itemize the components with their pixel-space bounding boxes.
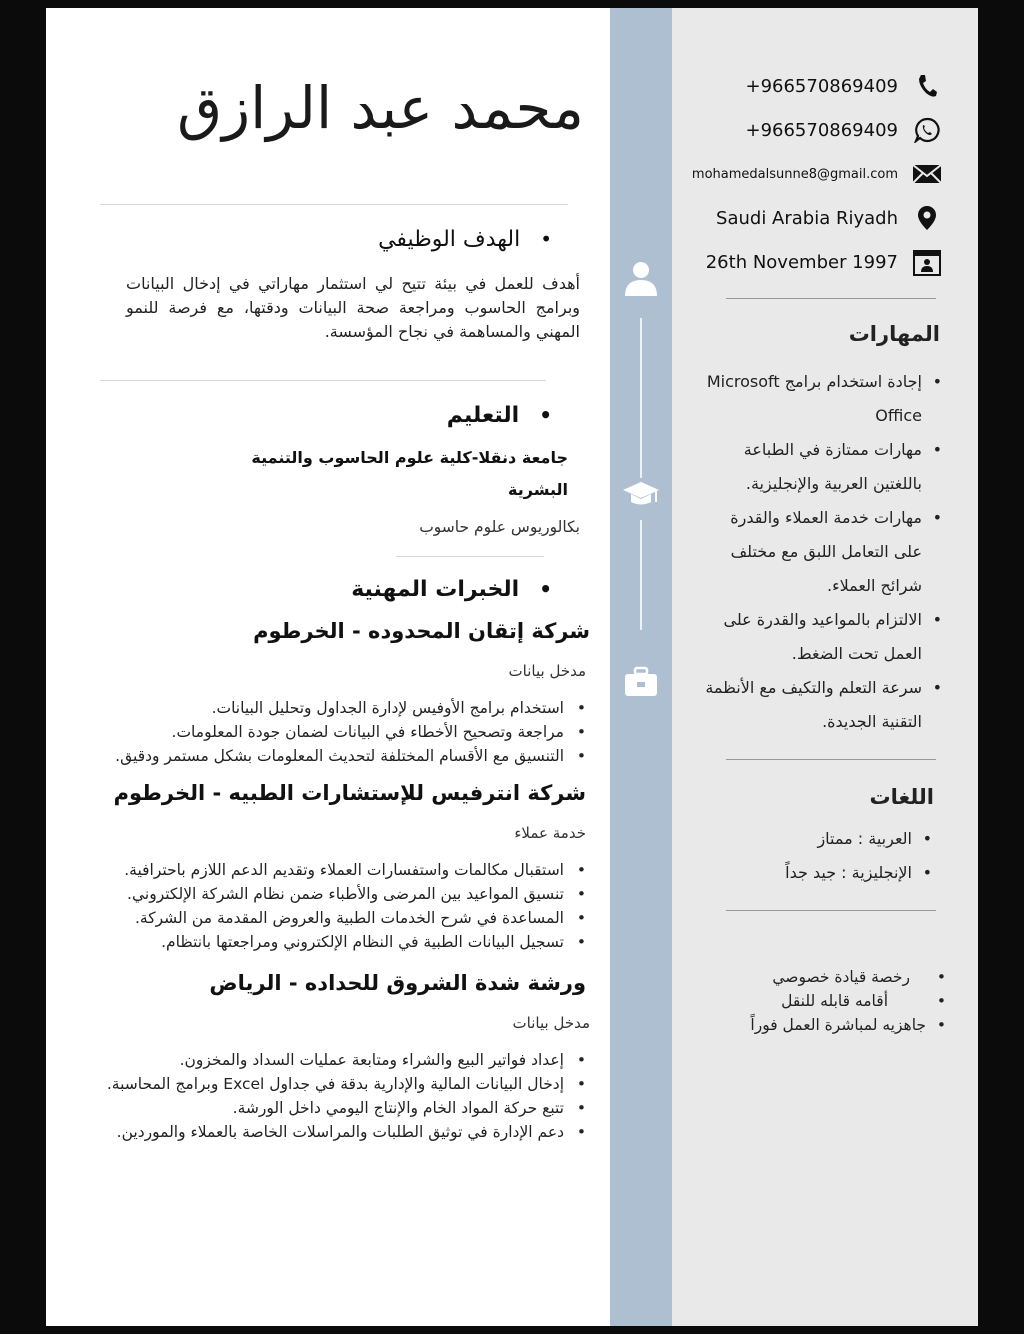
objective-title: • الهدف الوظيفي: [66, 223, 590, 256]
job-company: ورشة شدة الشروق للحداده - الرياض: [209, 971, 586, 995]
skill-item: • مهارات خدمة العملاء والقدرة على التعامل اللبق مع مختلف شرائح العملاء.: [702, 501, 944, 603]
birthdate: 26th November 1997: [705, 251, 898, 273]
education-title: • التعليم: [66, 399, 590, 432]
sidebar: [672, 8, 978, 1326]
contact-email: [672, 152, 978, 196]
skill-item: • مهارات ممتازة في الطباعة باللغتين العربية والإنجليزية.: [702, 433, 944, 501]
timeline-line: [640, 520, 642, 630]
candidate-name: محمد عبد الرازق: [177, 74, 584, 142]
experience-title: • الخبرات المهنية: [66, 573, 590, 606]
briefcase-icon: [623, 664, 659, 700]
languages-list: [672, 822, 978, 890]
envelope-icon: [912, 160, 942, 188]
timeline-strip: [610, 8, 672, 1326]
task: • تنسيق المواعيد بين المرضى والأطباء ضمن نظام الشركة الإلكتروني.: [66, 882, 590, 906]
task: • المساعدة في شرح الخدمات الطبية والعروض المقدمة من الشركة.: [66, 906, 590, 930]
task: • إعداد فواتير البيع والشراء ومتابعة عمليات السداد والمخزون.: [66, 1048, 590, 1072]
job-tasks: [66, 696, 590, 768]
divider: [726, 298, 936, 299]
university: جامعة دنقلا-كلية علوم الحاسوب والتنمية البشرية: [251, 448, 568, 499]
whatsapp-number[interactable]: +966570869409: [745, 119, 898, 141]
task: • إدخال البيانات المالية والإدارية بدقة في جداول Excel وبرامج المحاسبة.: [66, 1072, 590, 1096]
skills-title: المهارات: [848, 322, 940, 346]
languages-title: اللغات: [869, 785, 934, 809]
main-column: [46, 8, 610, 1326]
resume-page: [46, 8, 978, 1326]
timeline-line: [640, 318, 642, 478]
extras-list: [672, 965, 978, 1037]
email-address[interactable]: mohamedalsunne8@gmail.com: [691, 166, 898, 182]
extra-item: • رخصة قيادة خصوصي: [672, 965, 948, 989]
divider: [726, 759, 936, 760]
job-tasks: [66, 1048, 590, 1144]
job-company: شركة إتقان المحدوده - الخرطوم: [253, 619, 590, 643]
language-item: • الإنجليزية : جيد جداً: [672, 856, 934, 890]
divider: [726, 910, 936, 911]
phone-icon: [912, 72, 942, 100]
task: • التنسيق مع الأقسام المختلفة لتحديث المعلومات بشكل مستمر ودقيق.: [66, 744, 590, 768]
objective-text: أهدف للعمل في بيئة تتيح لي استثمار مهاراتي في إدخال البيانات وبرامج الحاسوب ومراجعة صحة البيانات ودقتها، مع فرصة للنمو المهني والمساهمة في نجاح المؤسسة.: [126, 274, 580, 341]
task: • تسجيل البيانات الطبية في النظام الإلكتروني ومراجعتها بانتظام.: [66, 930, 590, 954]
skills-list: [672, 365, 978, 739]
divider: [100, 204, 568, 205]
whatsapp-icon: [912, 116, 942, 144]
user-icon: [623, 260, 659, 296]
degree: بكالوريوس علوم حاسوب: [419, 518, 580, 536]
job-company: شركة انترفيس للإستشارات الطبيه - الخرطوم: [113, 781, 586, 805]
job-tasks: [66, 858, 590, 954]
graduation-cap-icon: [623, 476, 659, 512]
contact-whatsapp: [672, 108, 978, 152]
task: • دعم الإدارة في توثيق الطلبات والمراسلات الخاصة بالعملاء والموردين.: [66, 1120, 590, 1144]
extra-item: • أقامه قابله للنقل: [672, 989, 948, 1013]
location: Saudi Arabia Riyadh: [716, 207, 898, 229]
job-role: مدخل بيانات: [508, 662, 586, 680]
skill-item: • إجادة استخدام برامج Microsoft Office: [702, 365, 944, 433]
task: • مراجعة وتصحيح الأخطاء في البيانات لضمان جودة المعلومات.: [66, 720, 590, 744]
divider: [100, 380, 546, 381]
skill-item: • سرعة التعلم والتكيف مع الأنظمة التقنية الجديدة.: [702, 671, 944, 739]
task: • تتبع حركة المواد الخام والإنتاج اليومي داخل الورشة.: [66, 1096, 590, 1120]
contact-birthdate: [672, 240, 978, 284]
contact-location: [672, 196, 978, 240]
calendar-icon: [912, 248, 942, 276]
job-role: مدخل بيانات: [512, 1014, 590, 1032]
task: • استخدام برامج الأوفيس لإدارة الجداول وتحليل البيانات.: [66, 696, 590, 720]
language-item: • العربية : ممتاز: [672, 822, 934, 856]
job-role: خدمة عملاء: [514, 824, 586, 842]
extra-item: • جاهزيه لمباشرة العمل فوراً: [672, 1013, 948, 1037]
divider: [396, 556, 544, 557]
contact-phone: [672, 64, 978, 108]
map-pin-icon: [912, 204, 942, 232]
phone-number[interactable]: +966570869409: [745, 75, 898, 97]
skill-item: • الالتزام بالمواعيد والقدرة على العمل تحت الضغط.: [702, 603, 944, 671]
task: • استقبال مكالمات واستفسارات العملاء وتقديم الدعم اللازم باحترافية.: [66, 858, 590, 882]
